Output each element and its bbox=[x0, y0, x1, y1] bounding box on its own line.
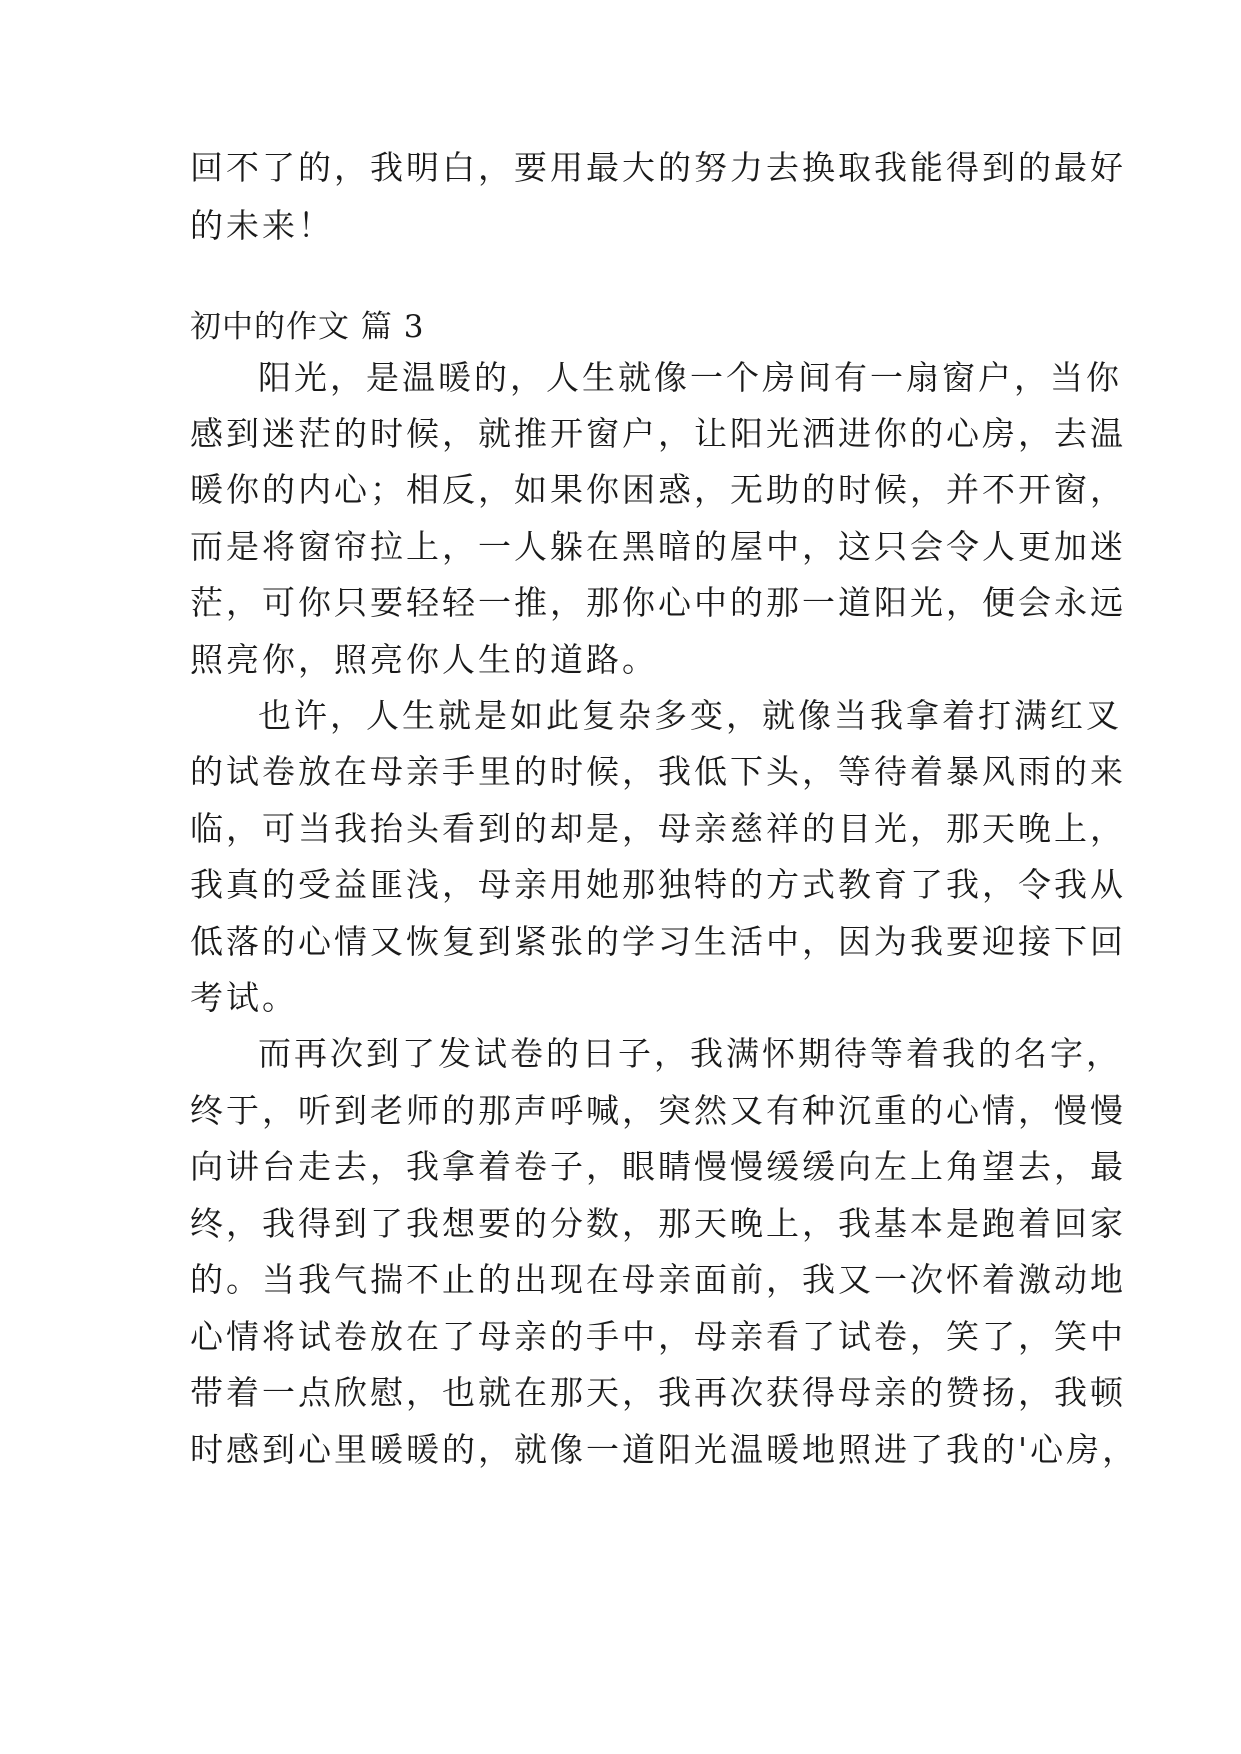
text-line: 也许，人生就是如此复杂多变，就像当我拿着打满红叉 bbox=[258, 696, 1122, 735]
text-line: 时感到心里暖暖的，就像一道阳光温暖地照进了我的'心房， bbox=[190, 1430, 1139, 1469]
text-line: 茫，可你只要轻轻一推，那你心中的那一道阳光，便会永远 bbox=[190, 583, 1126, 622]
text-line: 而是将窗帘拉上，一人躲在黑暗的屋中，这只会令人更加迷 bbox=[190, 527, 1126, 566]
text-line: 的。当我气揣不止的出现在母亲面前，我又一次怀着激动地 bbox=[190, 1260, 1126, 1299]
text-line: 临，可当我抬头看到的却是，母亲慈祥的目光，那天晚上， bbox=[190, 809, 1126, 848]
text-line: 向讲台走去，我拿着卷子，眼睛慢慢缓缓向左上角望去，最 bbox=[190, 1147, 1126, 1186]
text-line: 终，我得到了我想要的分数，那天晚上，我基本是跑着回家 bbox=[190, 1204, 1126, 1243]
text-line: 低落的心情又恢复到紧张的学习生活中，因为我要迎接下回 bbox=[190, 922, 1126, 961]
text-line: 终于，听到老师的那声呼喊，突然又有种沉重的心情，慢慢 bbox=[190, 1091, 1126, 1130]
section-heading: 初中的作文 篇 3 bbox=[190, 309, 425, 345]
text-line: 阳光，是温暖的，人生就像一个房间有一扇窗户，当你 bbox=[258, 358, 1122, 397]
text-line: 的未来！ bbox=[190, 206, 334, 245]
text-line: 回不了的，我明白，要用最大的努力去换取我能得到的最好 bbox=[190, 148, 1126, 187]
text-line: 心情将试卷放在了母亲的手中，母亲看了试卷，笑了，笑中 bbox=[190, 1317, 1126, 1356]
text-line: 而再次到了发试卷的日子，我满怀期待等着我的名字， bbox=[258, 1034, 1122, 1073]
text-line: 我真的受益匪浅，母亲用她那独特的方式教育了我，令我从 bbox=[190, 865, 1126, 904]
text-line: 感到迷茫的时候，就推开窗户，让阳光洒进你的心房，去温 bbox=[190, 414, 1126, 453]
text-line: 带着一点欣慰，也就在那天，我再次获得母亲的赞扬，我顿 bbox=[190, 1373, 1126, 1412]
text-line: 的试卷放在母亲手里的时候，我低下头，等待着暴风雨的来 bbox=[190, 752, 1126, 791]
text-line: 照亮你，照亮你人生的道路。 bbox=[190, 640, 658, 679]
text-line: 暖你的内心；相反，如果你困惑，无助的时候，并不开窗， bbox=[190, 470, 1126, 509]
text-line: 考试。 bbox=[190, 978, 298, 1017]
